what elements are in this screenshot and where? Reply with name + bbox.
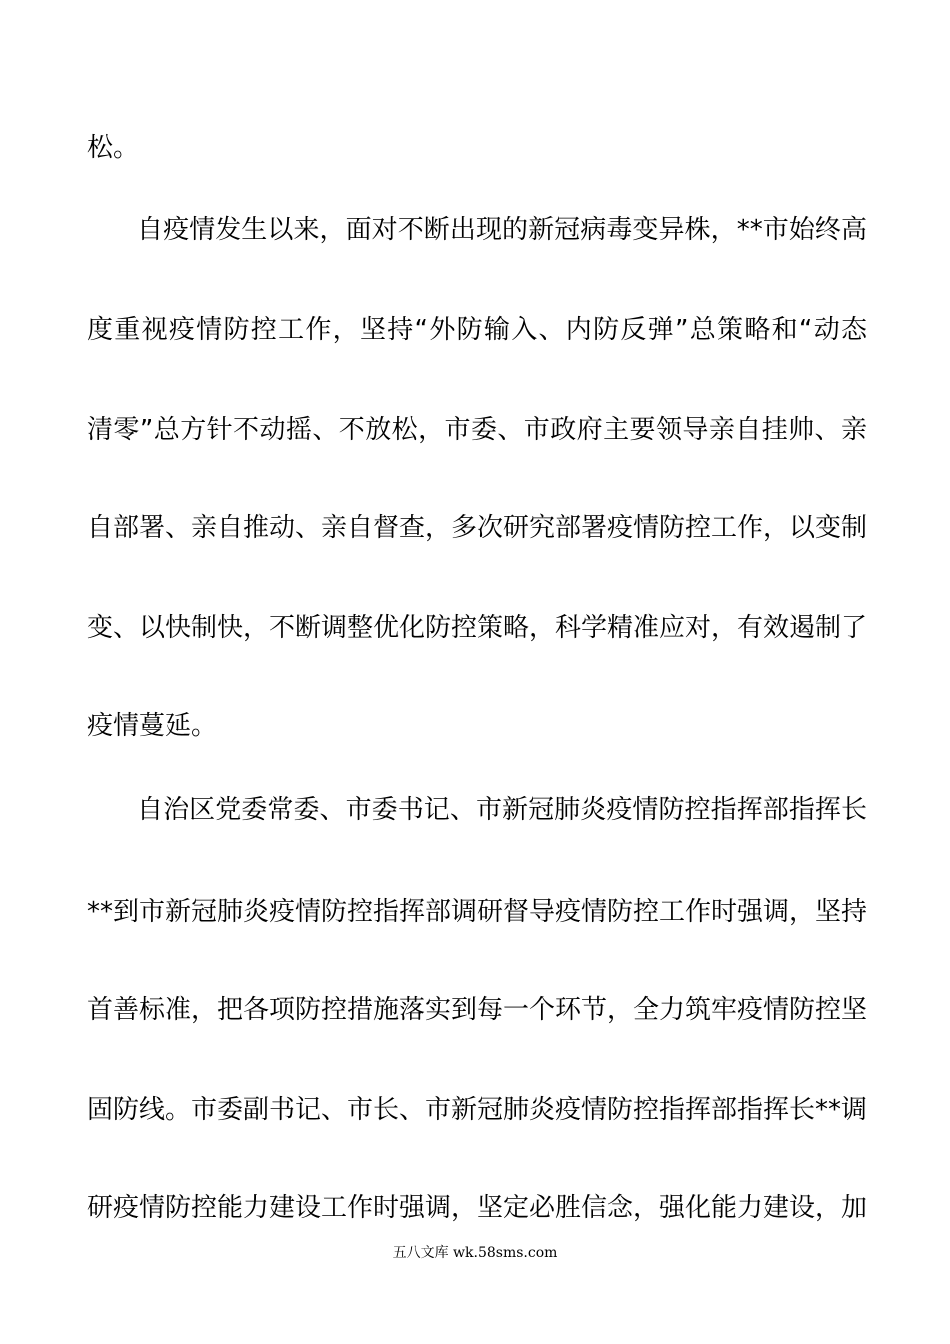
text-line-8: 自治区党委常委、市委书记、市新冠肺炎疫情防控指挥部指挥长	[137, 795, 867, 825]
text-line-9: **到市新冠肺炎疫情防控指挥部调研督导疫情防控工作时强调，坚持	[87, 897, 868, 927]
text-line-6: 变、以快制快，不断调整优化防控策略，科学精准应对，有效遏制了	[87, 613, 868, 643]
text-line-7: 疫情蔓延。	[87, 711, 218, 741]
text-line-4: 清零”总方针不动摇、不放松，市委、市政府主要领导亲自挂帅、亲	[87, 415, 867, 445]
footer-watermark: 五八文库 wk.58sms.com	[392, 1245, 558, 1261]
text-line-3: 度重视疫情防控工作，坚持“外防输入、内防反弹”总策略和“动态	[87, 315, 867, 345]
text-line-11: 固防线。市委副书记、市长、市新冠肺炎疫情防控指挥部指挥长**调	[87, 1095, 868, 1125]
text-line-1: 松。	[87, 133, 140, 163]
text-line-12: 研疫情防控能力建设工作时强调，坚定必胜信念，强化能力建设，加	[87, 1193, 868, 1223]
text-line-10: 首善标准，把各项防控措施落实到每一个环节，全力筑牢疫情防控坚	[87, 995, 868, 1025]
text-line-5: 自部署、亲自推动、亲自督查，多次研究部署疫情防控工作，以变制	[87, 513, 868, 543]
text-line-2: 自疫情发生以来，面对不断出现的新冠病毒变异株，**市始终高	[137, 215, 867, 245]
